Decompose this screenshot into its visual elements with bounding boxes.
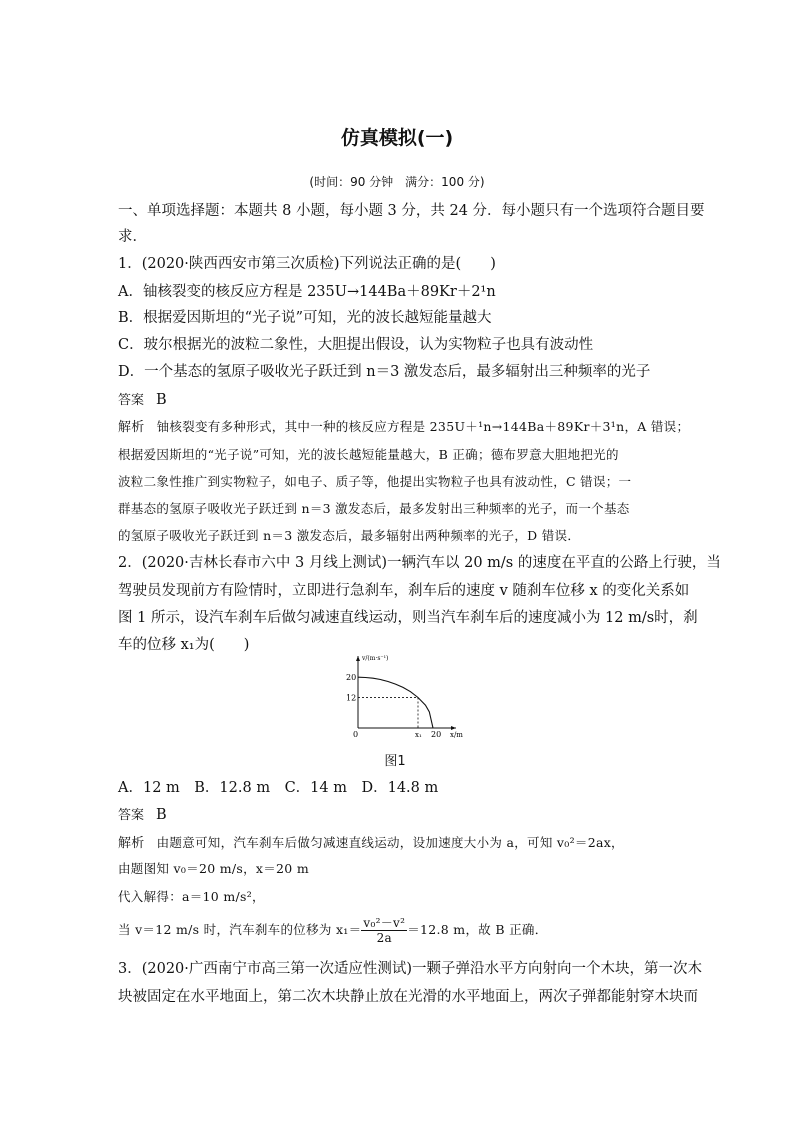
answer-label: 答案 [118,808,145,823]
q1-analysis-line: 的氢原子吸收光子跃迁到 n＝3 激发态后，最多辐射出两种频率的光子，D 错误． [118,528,581,543]
q2-analysis-line: 由题图知 v₀＝20 m/s，x＝20 m [118,861,309,876]
figure-caption: 图1 [384,754,406,769]
fraction-denominator: 2a [376,931,392,945]
q2-analysis-formula [118,916,688,945]
x-axis-arrow [451,726,456,730]
q2-stem-line: 车的位移 x₁为( ) [118,637,250,653]
y-axis-arrow [356,656,360,661]
y-tick-label: 12 [346,693,357,703]
q2-stem-line: 2．(2020·吉林长春市六中 3 月线上测试)一辆汽车以 20 m/s 的速度在平直的公路上行驶，当 [118,555,721,571]
answer-value: B [156,807,167,823]
q1-analysis-line [118,416,688,439]
velocity-curve [358,677,433,728]
answer-label: 答案 [118,393,145,408]
fraction-numerator: v₀²－v² [363,916,406,930]
analysis-text: 由题意可知，汽车刹车后做匀减速直线运动，设加速度大小为 a，可知 v₀²＝2ax， [156,835,624,850]
section-heading-cont: 求． [118,229,147,245]
q1-answer [118,389,688,412]
exam-time-info: (时间：90 分钟 满分：100 分) [309,175,485,189]
q1-option-d: D．一个基态的氢原子吸收光子跃迁到 n＝3 激发态后，最多辐射出三种频率的光子 [118,364,651,380]
analysis-label: 解析 [118,420,145,435]
q1-option-b: B．根据爱因斯坦的“光子说”可知，光的波长越短能量越大 [118,310,492,326]
x-tick-label: x₁ [415,731,422,739]
q2-stem-line: 图 1 所示，设汽车刹车后做匀减速直线运动，则当汽车刹车后的速度减小为 12 m/s时，刹 [118,610,698,626]
q2-analysis-line [118,832,688,855]
x-tick-label: 20 [431,730,442,739]
q1-analysis-line: 群基态的氢原子吸收光子跃迁到 n＝3 激发态后，最多发射出三种频率的光子，而一个基态 [118,501,630,516]
q2-options: A．12 m B．12.8 m C．14 m D．14.8 m [118,780,439,796]
fraction [361,916,407,945]
q3-stem-line: 块被固定在水平地面上，第二次木块静止放在光滑的水平地面上，两次子弹都能射穿木块而 [118,989,698,1005]
velocity-displacement-chart [330,652,463,742]
q2-analysis-line: 代入解得：a＝10 m/s²， [118,889,265,904]
y-axis-label: v/(m·s⁻¹) [362,655,389,662]
q1-analysis-line: 波粒二象性推广到实物粒子，如电子、质子等，他提出实物粒子也具有波动性，C 错误；一 [118,474,632,489]
analysis-label: 解析 [118,836,145,851]
formula-suffix: ＝12.8 m，故 B 正确． [407,922,548,937]
q1-analysis-line: 根据爱因斯坦的“光子说”可知，光的波长越短能量越大，B 正确；德布罗意大胆地把光的 [118,447,619,462]
q1-option-c: C．玻尔根据光的波粒二象性，大胆提出假设，认为实物粒子也具有波动性 [118,337,594,353]
q1-stem: 1．(2020·陕西西安市第三次质检)下列说法正确的是( ) [118,256,496,272]
page-title: 仿真模拟(一) [340,127,454,149]
q1-option-a: A．铀核裂变的核反应方程是 235U→144Ba＋89Kr＋2¹n [118,284,496,300]
x-tick-label: 0 [353,730,359,739]
x-axis-label: x/m [450,731,463,739]
q2-answer [118,804,688,827]
y-tick-label: 20 [346,673,357,683]
section-heading: 一、单项选择题：本题共 8 小题，每小题 3 分，共 24 分．每小题只有一个选项符合题目要 [118,203,705,219]
formula-prefix: 当 v＝12 m/s 时，汽车刹车的位移为 x₁＝ [118,922,362,937]
analysis-text: 铀核裂变有多种形式，其中一种的核反应方程是 235U＋¹n→144Ba＋89Kr＋3¹n，A 错误； [156,419,690,434]
q2-stem-line: 驾驶员发现前方有险情时，立即进行急刹车，刹车后的速度 v 随刹车位移 x 的变化关系如 [118,583,690,599]
answer-value: B [156,392,167,408]
q3-stem-line: 3．(2020·广西南宁市高三第一次适应性测试)一颗子弹沿水平方向射向一个木块，第一次木 [118,961,703,977]
